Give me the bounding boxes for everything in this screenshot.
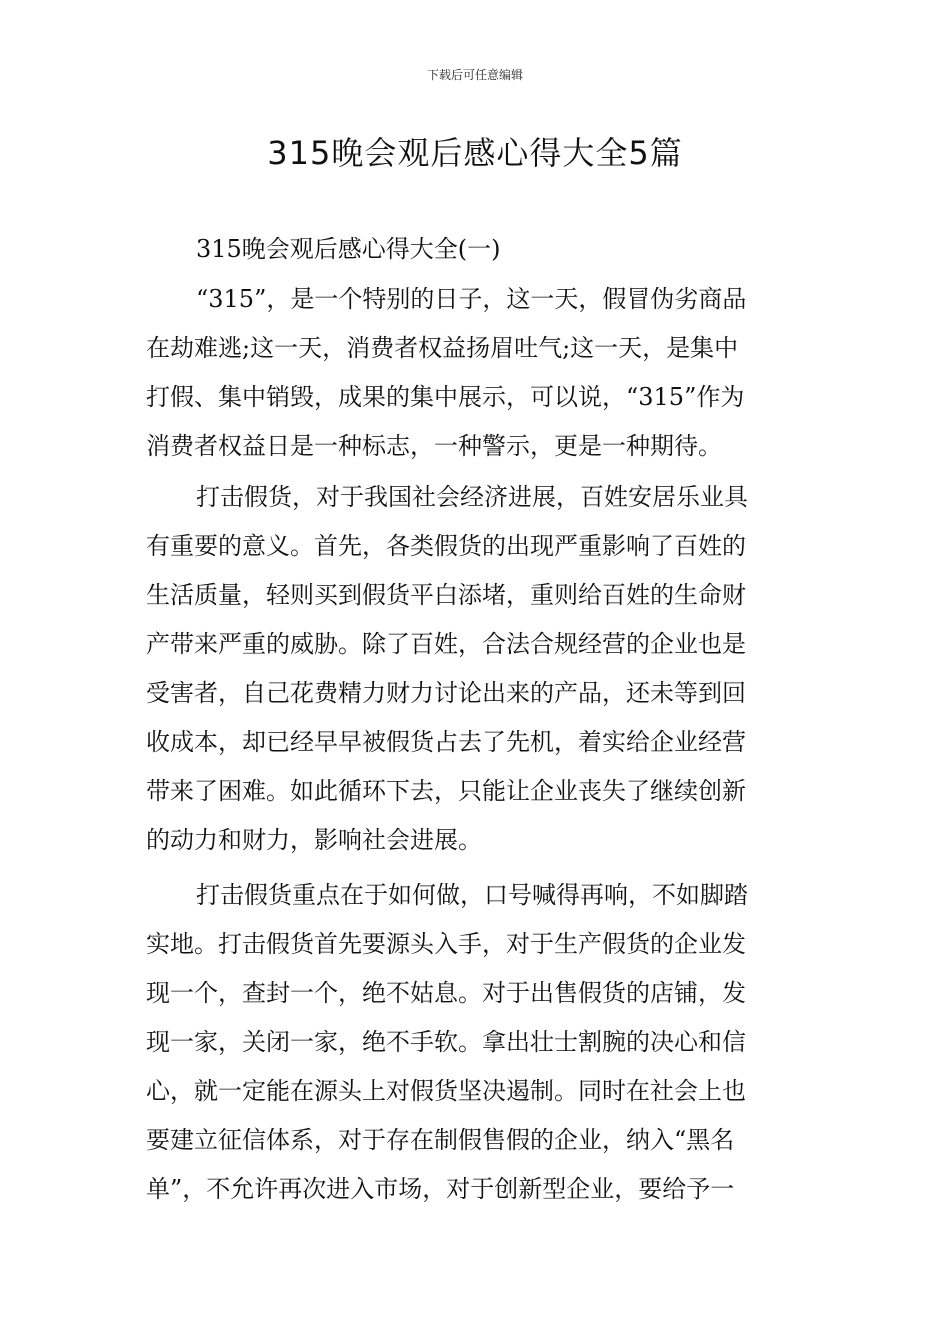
paragraph-line: 打击假货，对于我国社会经济进展，百姓安居乐业具 [196,483,748,511]
paragraph-line: 实地。打击假货首先要源头入手，对于生产假货的企业发 [146,930,746,958]
document-title: 315晚会观后感心得大全5篇 [267,134,683,172]
paragraph-line: 在劫难逃;这一天，消费者权益扬眉吐气;这一天，是集中 [146,334,739,362]
paragraph-line: 受害者，自己花费精力财力讨论出来的产品，还未等到回 [146,679,746,707]
paragraph-line: 打假、集中销毁，成果的集中展示，可以说，“315”作为 [146,383,745,411]
section-heading: 315晚会观后感心得大全(一) [196,235,501,263]
paragraph-line: 带来了困难。如此循环下去，只能让企业丧失了继续创新 [146,777,746,805]
paragraph-line: 现一个，查封一个，绝不姑息。对于出售假货的店铺，发 [146,979,746,1007]
paragraph-line: 现一家，关闭一家，绝不手软。拿出壮士割腕的决心和信 [146,1028,746,1056]
paragraph-line: 收成本，却已经早早被假货占去了先机，着实给企业经营 [146,728,746,756]
paragraph-line: 有重要的意义。首先，各类假货的出现严重影响了百姓的 [146,532,746,560]
paragraph-line: 单”，不允许再次进入市场，对于创新型企业，要给予一 [146,1175,735,1203]
paragraph-line: 打击假货重点在于如何做，口号喊得再响，不如脚踏 [196,881,748,909]
paragraph-line: 的动力和财力，影响社会进展。 [146,826,482,854]
paragraph-line: 产带来严重的威胁。除了百姓，合法合规经营的企业也是 [146,630,746,658]
paragraph-line: 生活质量，轻则买到假货平白添堵，重则给百姓的生命财 [146,581,746,609]
paragraph-line: “315”，是一个特别的日子，这一天，假冒伪劣商品 [196,285,747,313]
page-header-note: 下载后可任意编辑 [426,68,523,82]
paragraph-line: 消费者权益日是一种标志，一种警示，更是一种期待。 [146,432,722,460]
paragraph-line: 心，就一定能在源头上对假货坚决遏制。同时在社会上也 [146,1077,746,1105]
paragraph-line: 要建立征信体系，对于存在制假售假的企业，纳入“黑名 [146,1126,735,1154]
